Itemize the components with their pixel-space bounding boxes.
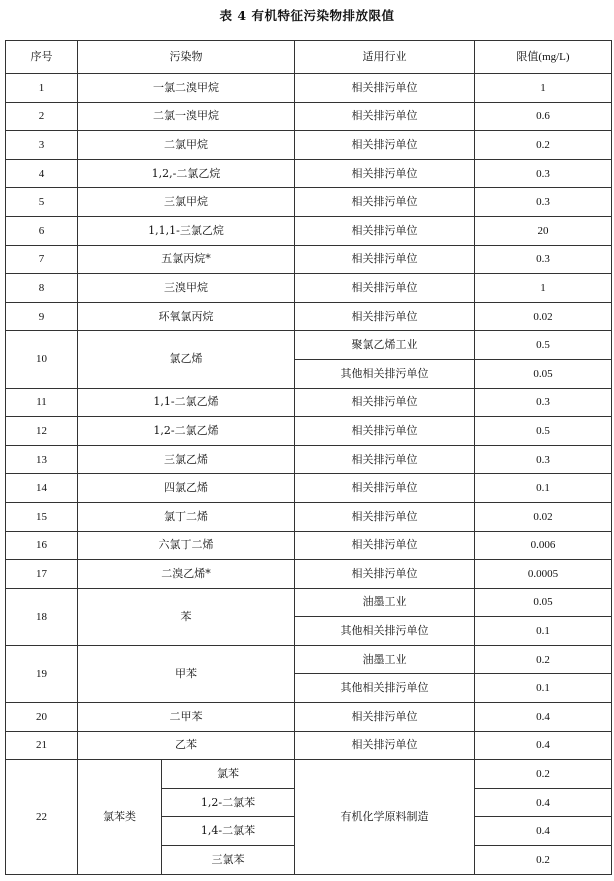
seq-cell: 13 xyxy=(6,445,78,474)
pollutant-cell: 六氯丁二烯 xyxy=(78,531,295,560)
pollutant-cell: 1,2-二氯苯 xyxy=(162,788,295,817)
table-row xyxy=(6,274,612,303)
limit-cell: 0.4 xyxy=(475,788,612,817)
pollutant-cell: 二溴乙烯* xyxy=(78,560,295,589)
limit-cell: 0.5 xyxy=(475,331,612,360)
seq-cell: 8 xyxy=(6,274,78,303)
limit-cell: 0.2 xyxy=(475,760,612,789)
table-row xyxy=(6,502,612,531)
pollutant-cell: 三溴甲烷 xyxy=(78,274,295,303)
limit-cell: 0.006 xyxy=(475,531,612,560)
table-row xyxy=(6,560,612,589)
pollutant-cell: 氯苯 xyxy=(162,760,295,789)
header-seq: 序号 xyxy=(6,41,78,74)
limit-cell: 0.3 xyxy=(475,388,612,417)
industry-cell: 相关排污单位 xyxy=(295,216,475,245)
pollutant-cell: 1,1,1-三氯乙烷 xyxy=(78,216,295,245)
limit-cell: 0.4 xyxy=(475,703,612,732)
industry-cell: 其他相关排污单位 xyxy=(295,359,475,388)
seq-cell: 7 xyxy=(6,245,78,274)
table-row xyxy=(6,302,612,331)
industry-cell: 相关排污单位 xyxy=(295,560,475,589)
table-row xyxy=(6,588,612,617)
pollutant-limits-table xyxy=(5,40,612,875)
limit-cell: 0.2 xyxy=(475,645,612,674)
limit-cell: 0.0005 xyxy=(475,560,612,589)
industry-cell: 相关排污单位 xyxy=(295,102,475,131)
industry-cell: 其他相关排污单位 xyxy=(295,674,475,703)
industry-cell: 相关排污单位 xyxy=(295,245,475,274)
limit-cell: 0.4 xyxy=(475,731,612,760)
pollutant-cell: 三氯乙烯 xyxy=(78,445,295,474)
limit-cell: 0.02 xyxy=(475,502,612,531)
header-industry: 适用行业 xyxy=(295,41,475,74)
limit-cell: 0.6 xyxy=(475,102,612,131)
table-row xyxy=(6,388,612,417)
industry-cell: 相关排污单位 xyxy=(295,74,475,103)
header-pollutant: 污染物 xyxy=(78,41,295,74)
pollutant-cell: 五氯丙烷* xyxy=(78,245,295,274)
seq-cell: 22 xyxy=(6,760,78,874)
pollutant-cell: 苯 xyxy=(78,588,295,645)
limit-cell: 0.3 xyxy=(475,159,612,188)
industry-cell: 油墨工业 xyxy=(295,588,475,617)
table-row xyxy=(6,731,612,760)
table-row xyxy=(6,245,612,274)
industry-cell: 相关排污单位 xyxy=(295,388,475,417)
table-row xyxy=(6,331,612,360)
table-row xyxy=(6,417,612,446)
limit-cell: 0.3 xyxy=(475,188,612,217)
industry-cell: 相关排污单位 xyxy=(295,274,475,303)
pollutant-cell: 二甲苯 xyxy=(78,703,295,732)
industry-cell: 相关排污单位 xyxy=(295,159,475,188)
table-row xyxy=(6,74,612,103)
industry-cell: 其他相关排污单位 xyxy=(295,617,475,646)
seq-cell: 20 xyxy=(6,703,78,732)
pollutant-cell: 二氯一溴甲烷 xyxy=(78,102,295,131)
table-body xyxy=(6,74,612,875)
seq-cell: 18 xyxy=(6,588,78,645)
header-row xyxy=(6,41,612,74)
pollutant-cell: 1,2,-二氯乙烷 xyxy=(78,159,295,188)
table-row xyxy=(6,159,612,188)
pollutant-cell: 一氯二溴甲烷 xyxy=(78,74,295,103)
seq-cell: 21 xyxy=(6,731,78,760)
limit-cell: 0.02 xyxy=(475,302,612,331)
group-cell: 氯苯类 xyxy=(78,760,162,874)
seq-cell: 14 xyxy=(6,474,78,503)
limit-cell: 0.2 xyxy=(475,846,612,875)
seq-cell: 10 xyxy=(6,331,78,388)
limit-cell: 0.1 xyxy=(475,474,612,503)
limit-cell: 20 xyxy=(475,216,612,245)
pollutant-cell: 1,2-二氯乙烯 xyxy=(78,417,295,446)
seq-cell: 11 xyxy=(6,388,78,417)
seq-cell: 5 xyxy=(6,188,78,217)
industry-cell: 相关排污单位 xyxy=(295,703,475,732)
industry-cell: 相关排污单位 xyxy=(295,502,475,531)
industry-cell: 聚氯乙烯工业 xyxy=(295,331,475,360)
table-row xyxy=(6,531,612,560)
seq-cell: 2 xyxy=(6,102,78,131)
seq-cell: 16 xyxy=(6,531,78,560)
industry-cell: 相关排污单位 xyxy=(295,417,475,446)
pollutant-cell: 三氯甲烷 xyxy=(78,188,295,217)
table-row xyxy=(6,131,612,160)
limit-cell: 0.05 xyxy=(475,359,612,388)
limit-cell: 0.2 xyxy=(475,131,612,160)
table-row xyxy=(6,188,612,217)
pollutant-cell: 三氯苯 xyxy=(162,846,295,875)
seq-cell: 3 xyxy=(6,131,78,160)
industry-cell: 相关排污单位 xyxy=(295,474,475,503)
seq-cell: 6 xyxy=(6,216,78,245)
pollutant-cell: 环氧氯丙烷 xyxy=(78,302,295,331)
seq-cell: 4 xyxy=(6,159,78,188)
limit-cell: 0.05 xyxy=(475,588,612,617)
limit-cell: 0.1 xyxy=(475,617,612,646)
seq-cell: 9 xyxy=(6,302,78,331)
table-row xyxy=(6,760,612,789)
pollutant-cell: 1,4-二氯苯 xyxy=(162,817,295,846)
industry-cell: 有机化学原料制造 xyxy=(295,760,475,874)
table-row xyxy=(6,474,612,503)
seq-cell: 1 xyxy=(6,74,78,103)
seq-cell: 17 xyxy=(6,560,78,589)
table-row xyxy=(6,645,612,674)
industry-cell: 油墨工业 xyxy=(295,645,475,674)
pollutant-cell: 氯乙烯 xyxy=(78,331,295,388)
limit-cell: 0.3 xyxy=(475,245,612,274)
pollutant-cell: 氯丁二烯 xyxy=(78,502,295,531)
pollutant-cell: 四氯乙烯 xyxy=(78,474,295,503)
limit-cell: 1 xyxy=(475,74,612,103)
pollutant-cell: 乙苯 xyxy=(78,731,295,760)
table-row xyxy=(6,216,612,245)
limit-cell: 1 xyxy=(475,274,612,303)
limit-cell: 0.5 xyxy=(475,417,612,446)
limit-cell: 0.3 xyxy=(475,445,612,474)
pollutant-cell: 甲苯 xyxy=(78,645,295,702)
industry-cell: 相关排污单位 xyxy=(295,302,475,331)
industry-cell: 相关排污单位 xyxy=(295,731,475,760)
industry-cell: 相关排污单位 xyxy=(295,531,475,560)
seq-cell: 15 xyxy=(6,502,78,531)
table-title: 表 4 有机特征污染物排放限值 xyxy=(219,8,395,23)
pollutant-cell: 1,1-二氯乙烯 xyxy=(78,388,295,417)
table-row xyxy=(6,102,612,131)
limit-cell: 0.4 xyxy=(475,817,612,846)
industry-cell: 相关排污单位 xyxy=(295,188,475,217)
pollutant-cell: 二氯甲烷 xyxy=(78,131,295,160)
limit-cell: 0.1 xyxy=(475,674,612,703)
industry-cell: 相关排污单位 xyxy=(295,445,475,474)
table-row xyxy=(6,703,612,732)
seq-cell: 12 xyxy=(6,417,78,446)
industry-cell: 相关排污单位 xyxy=(295,131,475,160)
header-limit: 限值(mg/L) xyxy=(475,41,612,74)
table-row xyxy=(6,445,612,474)
seq-cell: 19 xyxy=(6,645,78,702)
